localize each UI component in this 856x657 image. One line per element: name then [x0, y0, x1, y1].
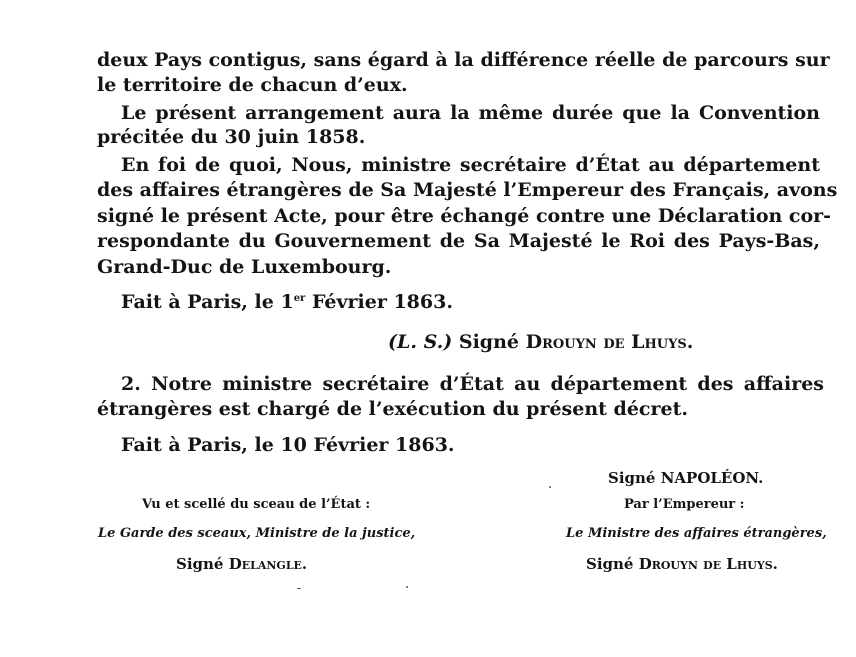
date-line-1-ordinal: er: [293, 293, 306, 304]
signe-label-drouyn-2: Signé: [586, 555, 634, 573]
date-line-1: [121, 290, 453, 314]
ministre-affaires-title: Le Ministre des affaires étrangères,: [566, 526, 827, 541]
paragraph-3-line-1: En foi de quoi, Nous, ministre secrétaire d’État au département: [121, 154, 820, 176]
paragraph-3-line-4: respondante du Gouvernement de Sa Majesté le Roi des Pays-Bas,: [97, 230, 820, 252]
article-2-line-1: 2. Notre ministre secrétaire d’État au département des affaires: [121, 373, 824, 395]
vu-scelle-line: Vu et scellé du sceau de l’État :: [142, 497, 371, 512]
paragraph-1-line-2: le territoire de chacun d’eux.: [97, 74, 408, 96]
signature-line-1: [388, 330, 693, 354]
locus-sigilli: (L. S.): [388, 331, 453, 353]
signe-label-delangle: Signé: [176, 555, 224, 573]
garde-des-sceaux-title: Le Garde des sceaux, Ministre de la justice,: [98, 526, 416, 541]
article-2-line-2: étrangères est chargé de l’exécution du présent décret.: [97, 398, 688, 420]
paragraph-3-line-2: des affaires étrangères de Sa Majesté l’Empereur des Français, avons: [97, 179, 838, 201]
date-line-2: Fait à Paris, le 10 Février 1863.: [121, 434, 455, 456]
paragraph-1-line-1: deux Pays contigus, sans égard à la différence réelle de parcours sur: [97, 49, 830, 71]
speck-mark: [406, 586, 408, 588]
date-line-1-suffix: Février 1863.: [305, 291, 453, 313]
speck-mark: [549, 486, 551, 488]
paragraph-3-line-3: signé le présent Acte, pour être échangé contre une Déclaration cor-: [97, 205, 832, 227]
speck-mark: [297, 588, 301, 589]
signatory-drouyn-1: Drouyn de Lhuys.: [525, 331, 694, 353]
par-empereur-line: Par l’Empereur :: [624, 497, 745, 512]
signature-napoleon: Signé NAPOLÉON.: [608, 469, 764, 487]
signature-drouyn-2: [586, 555, 778, 574]
paragraph-2-line-2: précitée du 30 juin 1858.: [97, 126, 366, 148]
signature-delangle: [176, 555, 307, 574]
paragraph-2-line-1: Le présent arrangement aura la même durée que la Convention: [121, 102, 820, 124]
signe-label-1: Signé: [458, 331, 519, 353]
signatory-drouyn-2: Drouyn de Lhuys.: [638, 555, 778, 573]
signatory-delangle: Delangle.: [228, 555, 308, 573]
paragraph-3-line-5: Grand-Duc de Luxembourg.: [97, 256, 392, 278]
date-line-1-prefix: Fait à Paris, le 1: [121, 291, 294, 313]
